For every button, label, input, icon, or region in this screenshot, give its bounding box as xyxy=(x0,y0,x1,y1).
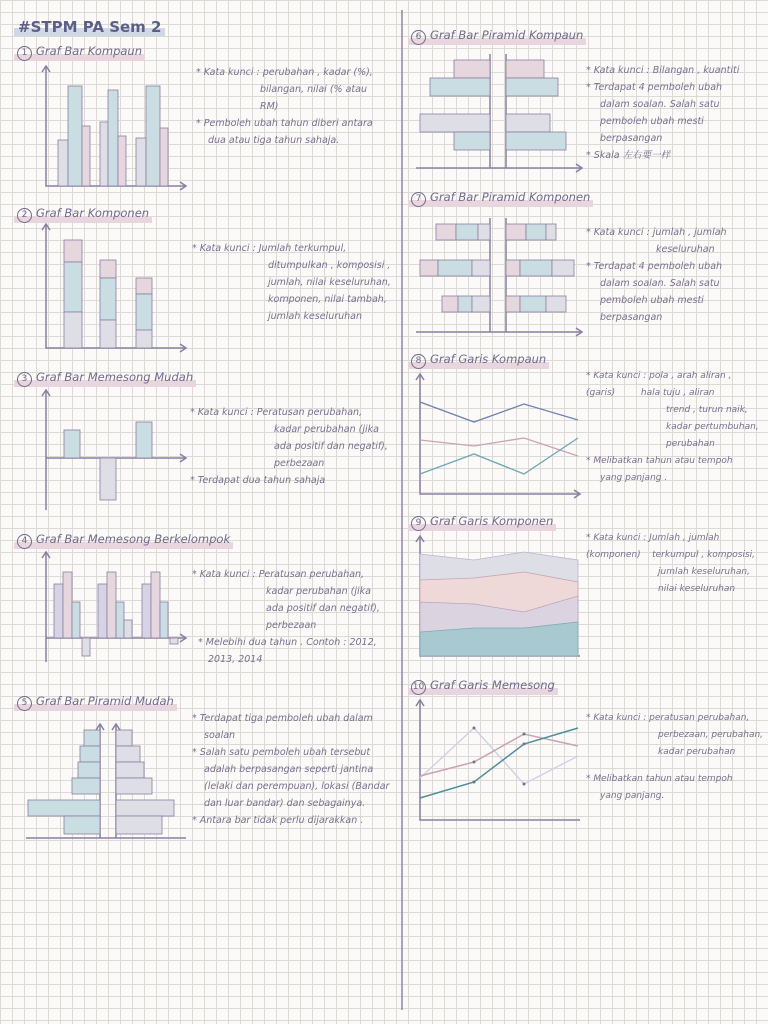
section-2-number: 2 xyxy=(17,208,32,223)
note-line: perbezaan, perubahan, xyxy=(658,730,764,740)
section-6-title xyxy=(408,28,586,45)
section-9-number: 9 xyxy=(411,516,426,531)
note-line: * Terdapat dua tahun sahaja xyxy=(190,475,326,486)
note-line: * Kata kunci : Jumlah , jumlah xyxy=(586,533,720,543)
section-3-title xyxy=(14,370,196,387)
note-line: * Kata kunci : Jumlah terkumpul, xyxy=(192,243,347,254)
note-line: * Kata kunci : Peratusan perubahan, xyxy=(190,407,363,418)
section-1-notes xyxy=(196,64,373,149)
section-4-title-text: Graf Bar Memesong Berkelompok xyxy=(36,532,231,546)
note-line: * Kata kunci : Peratusan perubahan, xyxy=(192,569,365,580)
section-1-title xyxy=(14,44,145,61)
note-line: * Kata kunci : Bilangan , kuantiti xyxy=(586,65,740,76)
note-line: perubahan xyxy=(666,439,715,449)
note-line: dalam soalan. Salah satu xyxy=(600,99,720,110)
chart-compound-line xyxy=(412,374,584,500)
note-line: bilangan, nilai (% atau xyxy=(260,84,367,95)
note-line: jumlah keseluruhan xyxy=(268,311,363,322)
note-line: perbezaan xyxy=(266,620,317,631)
note-line: * Melibatkan tahun atau tempoh xyxy=(586,456,733,466)
note-line: dua atau tiga tahun sahaja. xyxy=(208,135,340,146)
section-7-notes xyxy=(586,224,727,326)
section-7-title xyxy=(408,190,593,207)
column-divider xyxy=(401,10,403,1010)
chart-compound-pyramid-bar xyxy=(416,50,582,174)
note-line: jumlah keseluruhan, xyxy=(658,567,750,577)
page-title: #STPM PA Sem 2 xyxy=(14,18,165,36)
note-line: dan luar bandar) dan sebagainya. xyxy=(204,798,366,809)
note-line: * Kata kunci : peratusan perubahan, xyxy=(586,713,750,723)
note-line: (komponen) terkumpul , komposisi, xyxy=(586,550,756,560)
note-line: * Terdapat 4 pemboleh ubah xyxy=(586,261,723,272)
section-3-title-text: Graf Bar Memesong Mudah xyxy=(36,370,194,384)
section-1-title-text: Graf Bar Kompaun xyxy=(36,44,143,58)
section-5-title-text: Graf Bar Piramid Mudah xyxy=(36,694,174,708)
chart-component-bar xyxy=(36,224,196,352)
section-10-number: 10 xyxy=(411,680,426,695)
note-line: kadar pertumbuhan, xyxy=(666,422,759,432)
section-6-notes xyxy=(586,62,739,164)
note-line: perbezaan xyxy=(274,458,325,469)
note-line: * Skala 左右要一样 xyxy=(586,150,671,161)
section-4-notes xyxy=(192,566,380,668)
note-line: komponen, nilai tambah, xyxy=(268,294,387,305)
note-line: RM) xyxy=(260,101,279,112)
section-10-title xyxy=(408,678,558,695)
section-4-number: 4 xyxy=(17,534,32,549)
section-7-title-text: Graf Bar Piramid Komponen xyxy=(430,190,591,204)
note-line: 2013, 2014 xyxy=(208,654,263,665)
section-8-title xyxy=(408,352,549,369)
note-line: pemboleh ubah mesti xyxy=(600,295,704,306)
note-line: * Pemboleh ubah tahun diberi antara xyxy=(196,118,373,129)
chart-grouped-deviation-bar xyxy=(36,552,196,666)
note-line: yang panjang. xyxy=(600,791,665,801)
note-line: berpasangan xyxy=(600,312,663,323)
note-line: kadar perubahan (jika xyxy=(274,424,379,435)
section-5-notes xyxy=(192,710,389,829)
section-5-title xyxy=(14,694,177,711)
section-8-number: 8 xyxy=(411,354,426,369)
note-line: ada positif dan negatif), xyxy=(266,603,380,614)
section-2-title-text: Graf Bar Komponen xyxy=(36,206,150,220)
section-3-number: 3 xyxy=(17,372,32,387)
note-line: yang panjang . xyxy=(600,473,668,483)
section-6-number: 6 xyxy=(411,30,426,45)
section-5-number: 5 xyxy=(17,696,32,711)
note-line: soalan xyxy=(204,730,236,741)
note-line: (garis) hala tuju , aliran xyxy=(586,388,715,398)
note-line: * Terdapat 4 pemboleh ubah xyxy=(586,82,723,93)
note-line: trend , turun naik, xyxy=(666,405,748,415)
note-line: keseluruhan xyxy=(656,244,715,255)
chart-deviation-line xyxy=(412,700,584,826)
note-line: * Kata kunci : jumlah , jumlah xyxy=(586,227,727,238)
section-9-title xyxy=(408,514,556,531)
chart-component-line xyxy=(412,536,584,662)
note-line: pemboleh ubah mesti xyxy=(600,116,704,127)
note-line: ada positif dan negatif), xyxy=(274,441,388,452)
section-3-notes xyxy=(190,404,388,489)
section-10-notes xyxy=(586,710,763,805)
note-line: berpasangan xyxy=(600,133,663,144)
note-line: ditumpulkan , komposisi , xyxy=(268,260,391,271)
note-line: * Kata kunci : perubahan , kadar (%), xyxy=(196,67,373,78)
section-4-title xyxy=(14,532,233,549)
section-6-title-text: Graf Bar Piramid Kompaun xyxy=(430,28,584,42)
section-10-title-text: Graf Garis Memesong xyxy=(430,678,555,692)
note-line: dalam soalan. Salah satu xyxy=(600,278,720,289)
chart-component-pyramid-bar xyxy=(416,214,582,338)
note-line: jumlah, nilai keseluruhan, xyxy=(268,277,391,288)
note-line: nilai keseluruhan xyxy=(658,584,736,594)
section-2-notes xyxy=(192,240,391,325)
section-7-number: 7 xyxy=(411,192,426,207)
note-line: * Melebihi dua tahun . Contoh : 2012, xyxy=(198,637,377,648)
note-line: kadar perubahan xyxy=(658,747,736,757)
section-8-title-text: Graf Garis Kompaun xyxy=(430,352,547,366)
note-line: kadar perubahan (jika xyxy=(266,586,371,597)
note-line: * Kata kunci : pola , arah aliran , xyxy=(586,371,732,381)
note-line: * Salah satu pemboleh ubah tersebut xyxy=(192,747,371,758)
note-line: * Terdapat tiga pemboleh ubah dalam xyxy=(192,713,373,724)
note-line: (lelaki dan perempuan), lokasi (Bandar xyxy=(204,781,390,792)
chart-simple-deviation-bar xyxy=(36,390,196,514)
section-2-title xyxy=(14,206,152,223)
chart-simple-pyramid-bar xyxy=(26,718,186,842)
section-9-title-text: Graf Garis Komponen xyxy=(430,514,554,528)
section-8-notes xyxy=(586,368,759,487)
chart-compound-bar xyxy=(36,66,196,192)
note-line: * Antara bar tidak perlu dijarakkan . xyxy=(192,815,364,826)
section-1-number: 1 xyxy=(17,46,32,61)
note-line: adalah berpasangan seperti jantina xyxy=(204,764,374,775)
note-line: * Melibatkan tahun atau tempoh xyxy=(586,774,733,784)
section-9-notes xyxy=(586,530,755,598)
